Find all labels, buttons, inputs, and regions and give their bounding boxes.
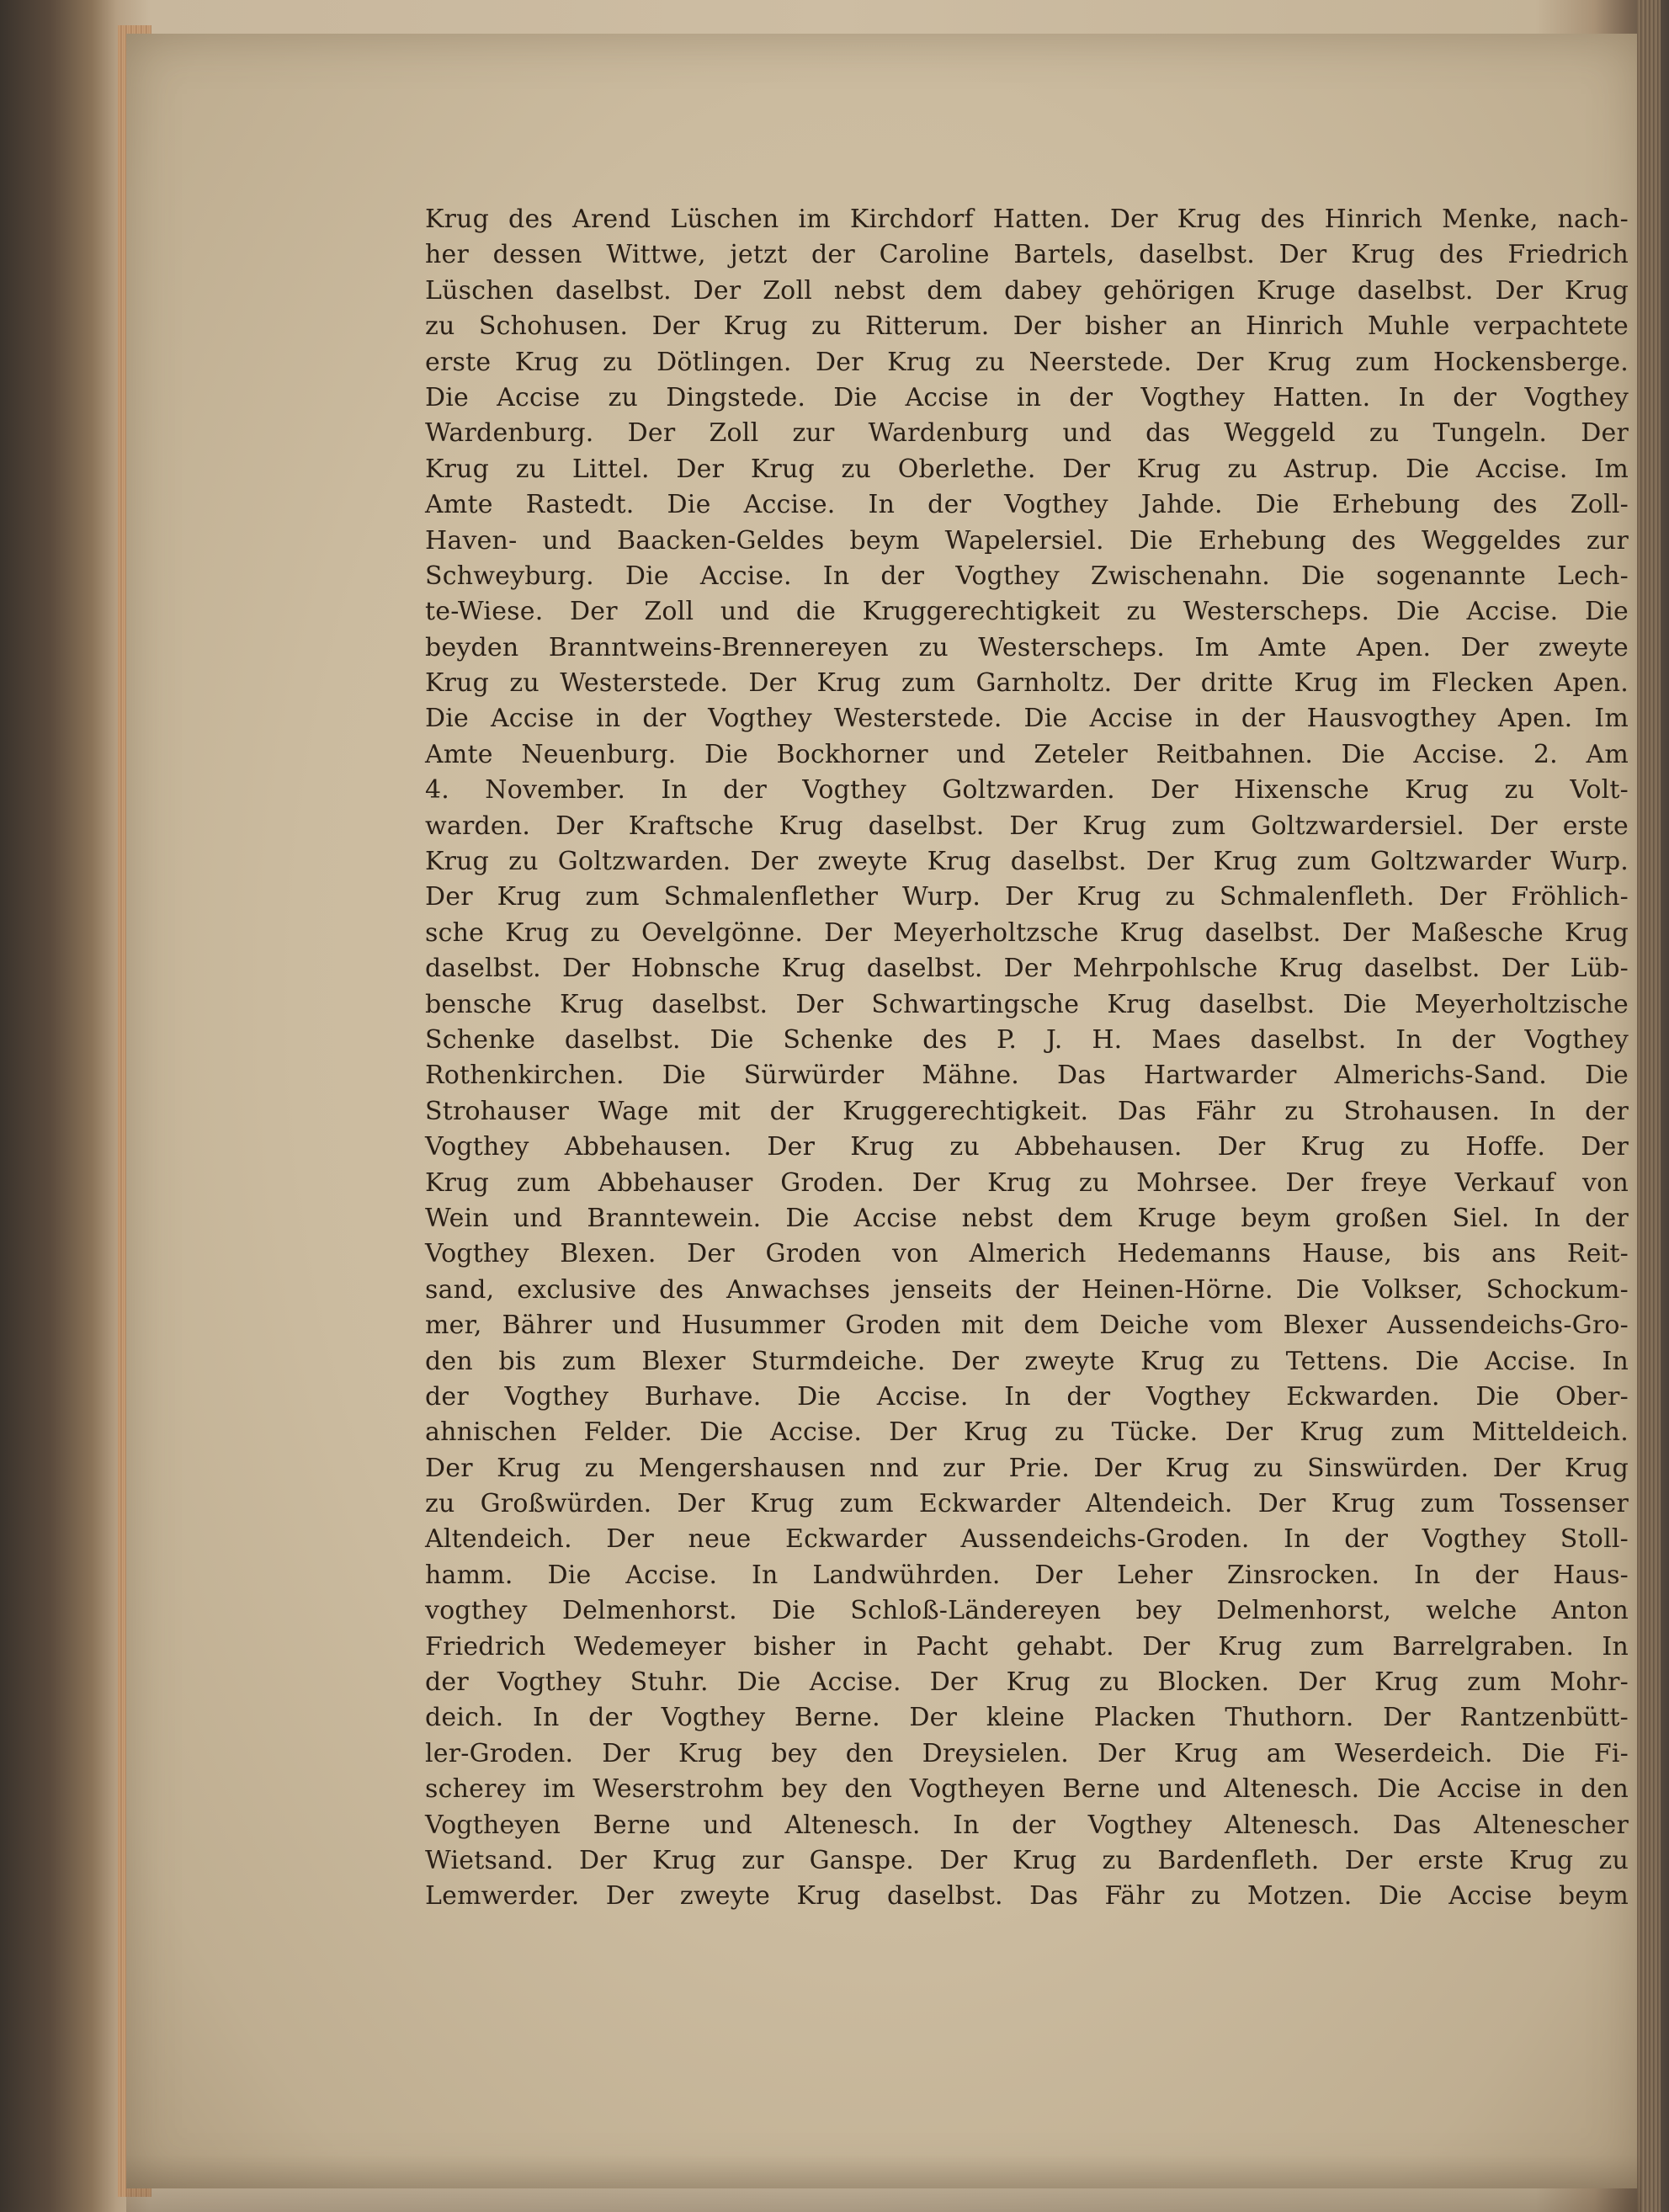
text-line: zu Großwürden. Der Krug zum Eckwarder Altendeich. Der Krug zum Tossenser <box>425 1489 1629 1519</box>
text-line: scherey im Weserstrohm bey den Vogtheyen Berne und Altenesch. Die Accise in den <box>425 1774 1629 1805</box>
text-line: Rothenkirchen. Die Sürwürder Mähne. Das Hartwarder Almerichs-Sand. Die <box>425 1061 1629 1091</box>
text-line: hamm. Die Accise. In Landwührden. Der Leher Zinsrocken. In der Haus- <box>425 1560 1629 1590</box>
text-line: mer, Bährer und Husummer Groden mit dem Deiche vom Blexer Aussendeichs-Gro- <box>425 1311 1629 1341</box>
text-line: der Vogthey Stuhr. Die Accise. Der Krug zu Blocken. Der Krug zum Mohr- <box>425 1667 1629 1698</box>
text-line: Krug zum Abbehauser Groden. Der Krug zu Mohrsee. Der freye Verkauf von <box>425 1167 1629 1198</box>
text-line: den bis zum Blexer Sturmdeiche. Der zweyte Krug zu Tettens. Die Accise. In <box>425 1346 1629 1376</box>
text-line: 4. November. In der Vogthey Goltzwarden. Der Hixensche Krug zu Volt- <box>425 775 1629 806</box>
text-line: Lemwerder. Der zweyte Krug daselbst. Das Fähr zu Motzen. Die Accise beym <box>425 1881 1629 1912</box>
text-line: Haven- und Baacken-Geldes beym Wapelersiel. Die Erhebung des Weggeldes zur <box>425 525 1629 556</box>
text-line: sche Krug zu Oevelgönne. Der Meyerholtzsche Krug daselbst. Der Maßesche Krug <box>425 917 1629 948</box>
text-line: Amte Neuenburg. Die Bockhorner und Zeteler Reitbahnen. Die Accise. 2. Am <box>425 739 1629 769</box>
text-line: Schenke daselbst. Die Schenke des P. J. H. Maes daselbst. In der Vogthey <box>425 1024 1629 1055</box>
text-line: Friedrich Wedemeyer bisher in Pacht gehabt. Der Krug zum Barrelgraben. In <box>425 1631 1629 1662</box>
text-line: Schweyburg. Die Accise. In der Vogthey Zwischenahn. Die sogenannte Lech- <box>425 561 1629 591</box>
text-line: Vogthey Abbehausen. Der Krug zu Abbehausen. Der Krug zu Hoffe. Der <box>425 1132 1629 1162</box>
text-line: sand, exclusive des Anwachses jenseits der Heinen-Hörne. Die Volkser, Schockum- <box>425 1274 1629 1305</box>
text-line: Krug zu Goltzwarden. Der zweyte Krug daselbst. Der Krug zum Goltzwarder Wurp. <box>425 847 1629 877</box>
text-line: her dessen Wittwe, jetzt der Caroline Bartels, daselbst. Der Krug des Friedrich <box>425 240 1629 270</box>
text-line: Der Krug zu Mengershausen nnd zur Prie. Der Krug zu Sinswürden. Der Krug <box>425 1453 1629 1483</box>
page-bottom-shade <box>126 2155 1641 2212</box>
text-line: ler-Groden. Der Krug bey den Dreysielen. Der Krug am Weserdeich. Die Fi- <box>425 1738 1629 1768</box>
text-line: Lüschen daselbst. Der Zoll nebst dem dabey gehörigen Kruge daselbst. Der Krug <box>425 275 1629 306</box>
text-line: Vogtheyen Berne und Altenesch. In der Vogthey Altenesch. Das Altenescher <box>425 1810 1629 1840</box>
text-line: bensche Krug daselbst. Der Schwartingsche Krug daselbst. Die Meyerholtzische <box>425 989 1629 1019</box>
text-line: Strohauser Wage mit der Kruggerechtigkeit. Das Fähr zu Strohausen. In der <box>425 1096 1629 1126</box>
text-line: Altendeich. Der neue Eckwarder Aussendeichs-Groden. In der Vogthey Stoll- <box>425 1524 1629 1555</box>
page-stack-edge-right <box>1637 0 1661 2212</box>
text-line: deich. In der Vogthey Berne. Der kleine Placken Thuthorn. Der Rantzenbütt- <box>425 1703 1629 1733</box>
text-line: Wein und Branntewein. Die Accise nebst dem Kruge beym großen Siel. In der <box>425 1203 1629 1233</box>
text-line: Krug zu Littel. Der Krug zu Oberlethe. Der Krug zu Astrup. Die Accise. Im <box>425 454 1629 484</box>
text-line: beyden Branntweins-Brennereyen zu Westerscheps. Im Amte Apen. Der zweyte <box>425 632 1629 662</box>
text-line: Krug zu Westerstede. Der Krug zum Garnholtz. Der dritte Krug im Flecken Apen. <box>425 668 1629 699</box>
text-line: vogthey Delmenhorst. Die Schloß-Ländereyen bey Delmenhorst, welche Anton <box>425 1596 1629 1626</box>
text-line: der Vogthey Burhave. Die Accise. In der Vogthey Eckwarden. Die Ober- <box>425 1381 1629 1412</box>
text-line: Die Accise in der Vogthey Westerstede. Die Accise in der Hausvogthey Apen. Im <box>425 704 1629 734</box>
body-text <box>425 202 1629 1912</box>
text-line: Wietsand. Der Krug zur Ganspe. Der Krug zu Bardenfleth. Der erste Krug zu <box>425 1845 1629 1875</box>
text-line: te-Wiese. Der Zoll und die Kruggerechtigkeit zu Westerscheps. Die Accise. Die <box>425 597 1629 627</box>
text-line: Der Krug zum Schmalenflether Wurp. Der Krug zu Schmalenfleth. Der Fröhlich- <box>425 882 1629 912</box>
text-line: daselbst. Der Hobnsche Krug daselbst. Der Mehrpohlsche Krug daselbst. Der Lüb- <box>425 954 1629 984</box>
text-line: ahnischen Felder. Die Accise. Der Krug zu Tücke. Der Krug zum Mitteldeich. <box>425 1417 1629 1448</box>
text-line: Wardenburg. Der Zoll zur Wardenburg und das Weggeld zu Tungeln. Der <box>425 418 1629 449</box>
text-line: Die Accise zu Dingstede. Die Accise in der Vogthey Hatten. In der Vogthey <box>425 382 1629 412</box>
text-line: erste Krug zu Dötlingen. Der Krug zu Neerstede. Der Krug zum Hockensberge. <box>425 347 1629 377</box>
text-line: Vogthey Blexen. Der Groden von Almerich Hedemanns Hause, bis ans Reit- <box>425 1239 1629 1269</box>
text-line: warden. Der Kraftsche Krug daselbst. Der Krug zum Goltzwardersiel. Der erste <box>425 811 1629 841</box>
text-line: Amte Rastedt. Die Accise. In der Vogthey Jahde. Die Erhebung des Zoll- <box>425 490 1629 520</box>
text-line: zu Schohusen. Der Krug zu Ritterum. Der bisher an Hinrich Muhle verpachtete <box>425 311 1629 342</box>
text-line: Krug des Arend Lüschen im Kirchdorf Hatten. Der Krug des Hinrich Menke, nach- <box>425 205 1629 234</box>
